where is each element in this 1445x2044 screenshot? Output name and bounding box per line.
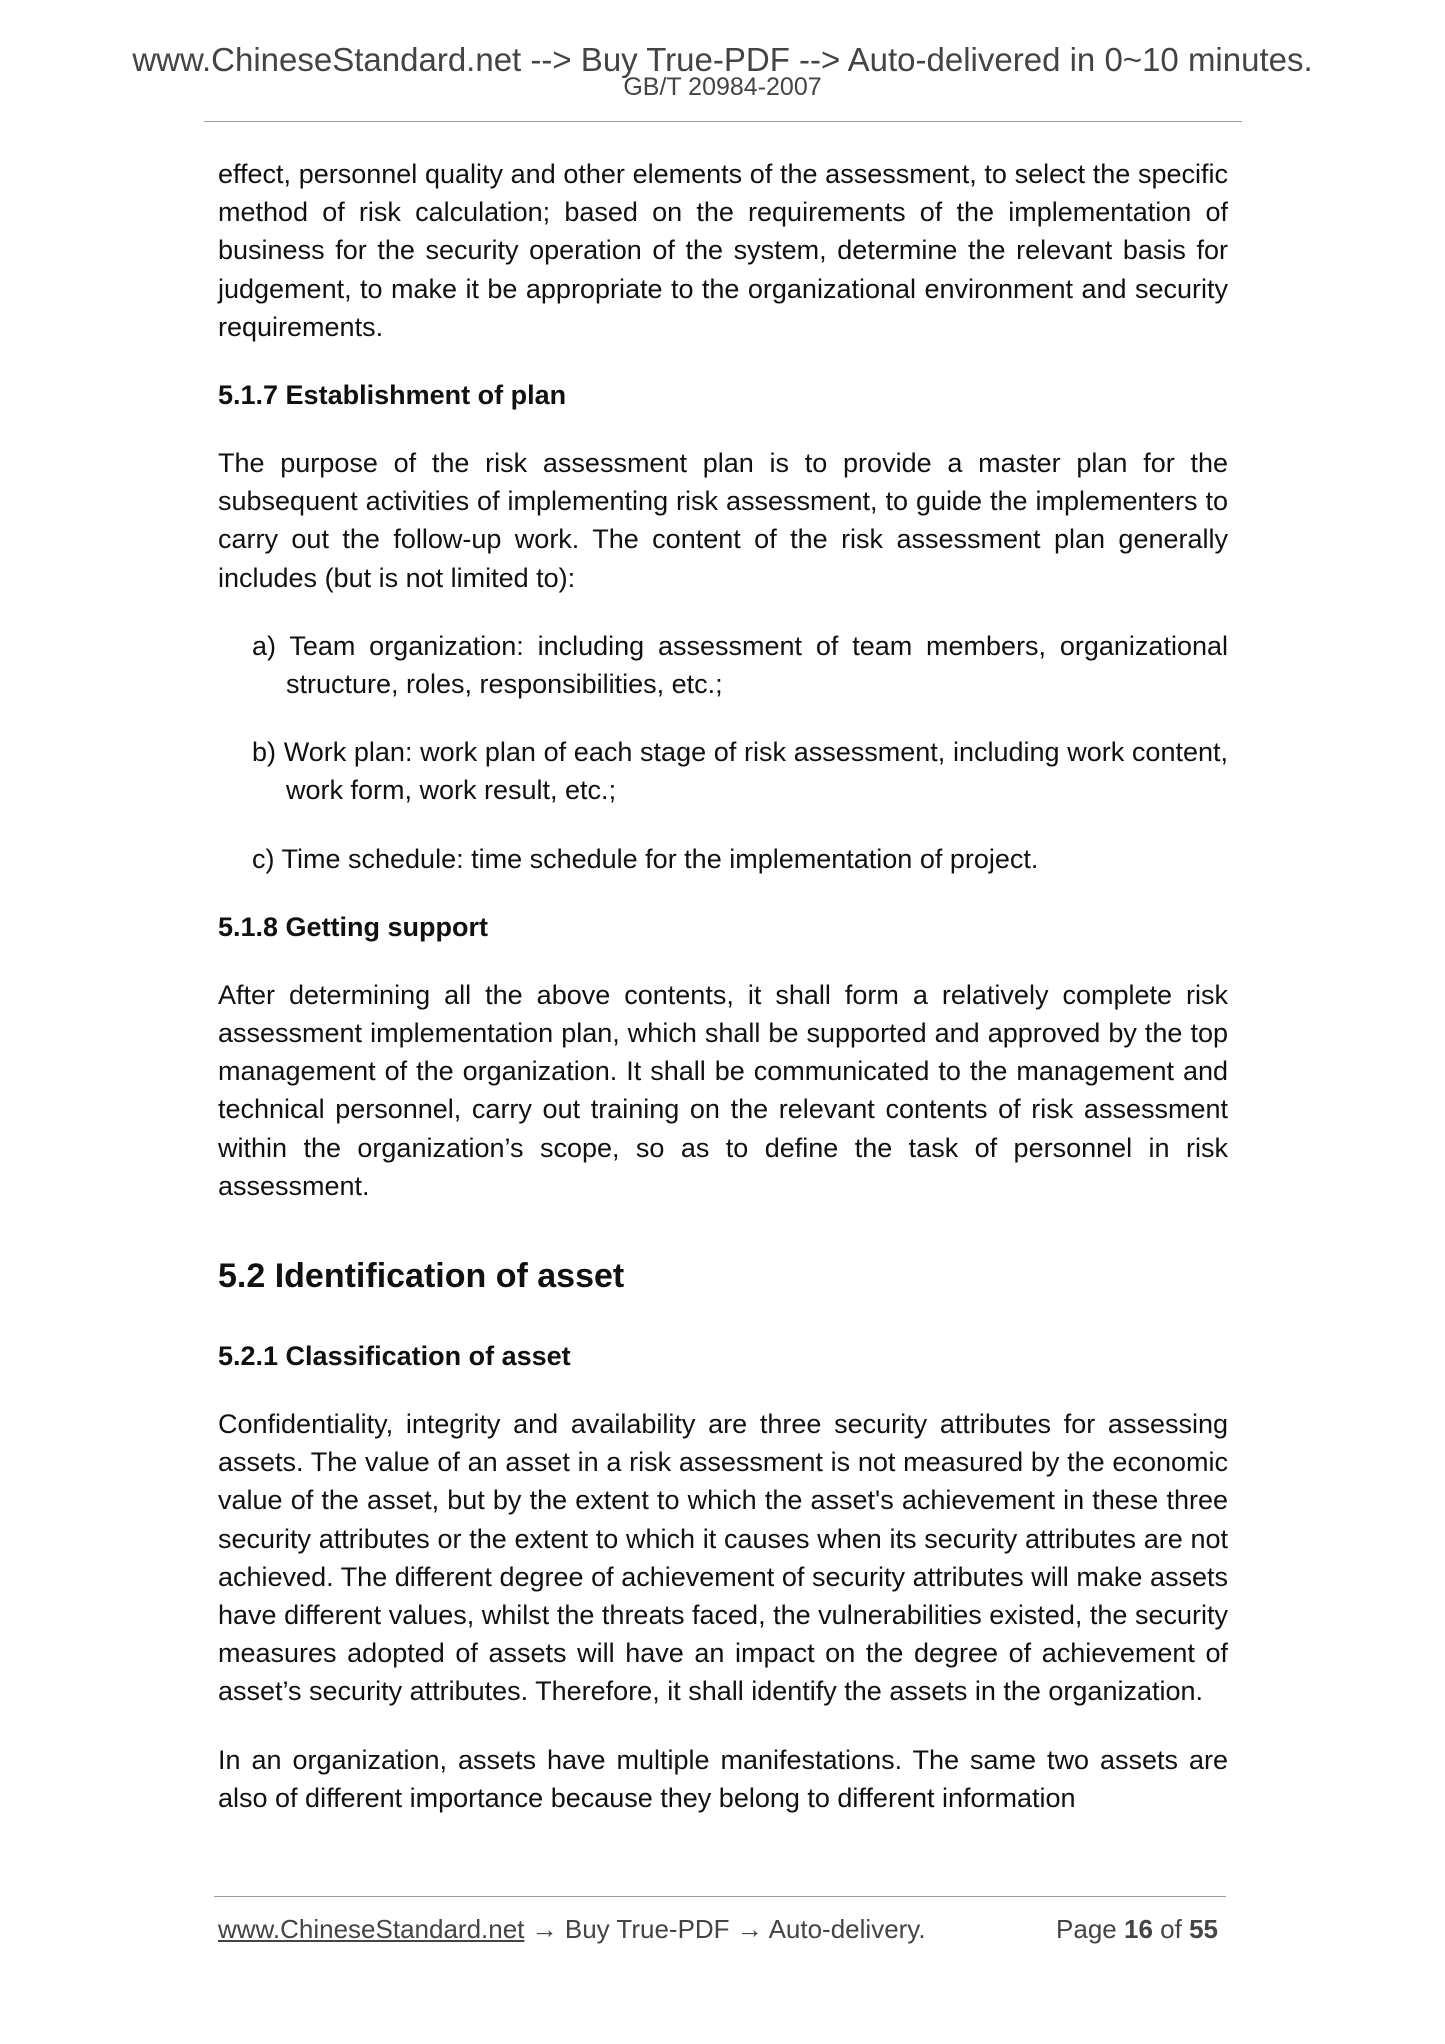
paragraph-asset-attributes: Confidentiality, integrity and availability are three security attributes for assessing assets. The value of an asset in a risk assessment is not measured by the economic value of the asset, but by the extent to which the asset's achievement in these three security attributes or the extent to which it causes when its security attributes are not achieved. The different degree of achievement of security attributes will make assets have different values, whilst the threats faced, the vulnerabilities existed, the security measures adopted of assets will have an impact on the degree of achievement of asset’s security attributes. Therefore, it shall identify the assets in the organization. — [218, 1409, 1228, 1707]
page-footer — [218, 1912, 1228, 1946]
paragraph-getting-support: After determining all the above contents, it shall form a relatively complete risk assessment implementation plan, which shall be supported and approved by the top management of the organization. It shall be communicated to the management and technical personnel, carry out training on the relevant contents of risk assessment within the organization’s scope, so as to define the task of personnel in risk assessment. — [218, 979, 1228, 1201]
page-current: 16 — [1124, 1914, 1153, 1944]
footer-site-link[interactable]: www.ChineseStandard.net — [218, 1914, 525, 1944]
list-item: b) Work plan: work plan of each stage of risk assessment, including work content, work form, work result, etc.; — [252, 737, 1228, 806]
list-item: a) Team organization: including assessment of team members, organizational structure, roles, responsibilities, etc.; — [252, 630, 1228, 700]
section-heading-5-1-7: 5.1.7 Establishment of plan — [218, 380, 567, 411]
footer-tagline: → Buy True-PDF → Auto-delivery. — [524, 1914, 926, 1944]
section-heading-5-1-8: 5.1.8 Getting support — [218, 911, 489, 942]
top-banner: www.ChineseStandard.net --> Buy True-PDF --> Auto-delivered in 0~10 minutes. — [132, 41, 1313, 78]
page-total: 55 — [1189, 1914, 1218, 1944]
section-heading-5-2: 5.2 Identification of asset — [218, 1257, 625, 1296]
header-divider — [204, 121, 1242, 122]
paragraph-plan-purpose: The purpose of the risk assessment plan is to provide a master plan for the subsequent activities of implementing risk assessment, to guide the implementers to carry out the follow-up work. The content of the risk assessment plan generally includes (but is not limited to): — [218, 448, 1228, 593]
paragraph-continuation: effect, personnel quality and other elements of the assessment, to select the specific method of risk calculation; based on the requirements of the implementation of business for the security operation of the system, determine the relevant basis for judgement, to make it be appropriate to the organizational environment and security requirements. — [218, 159, 1228, 342]
page-of-label: of — [1160, 1914, 1182, 1944]
page-number — [1056, 1912, 1218, 1946]
list-item: c) Time schedule: time schedule for the implementation of project. — [252, 843, 1039, 874]
section-heading-5-2-1: 5.2.1 Classification of asset — [218, 1341, 571, 1372]
paragraph-asset-manifestations: In an organization, assets have multiple manifestations. The same two assets are also of different importance because they belong to different information — [218, 1744, 1228, 1813]
page-label: Page — [1056, 1914, 1117, 1944]
page-content — [218, 155, 1228, 1847]
footer-divider — [214, 1896, 1226, 1897]
document-id: GB/T 20984-2007 — [623, 73, 822, 101]
plan-contents-list — [218, 627, 1228, 878]
